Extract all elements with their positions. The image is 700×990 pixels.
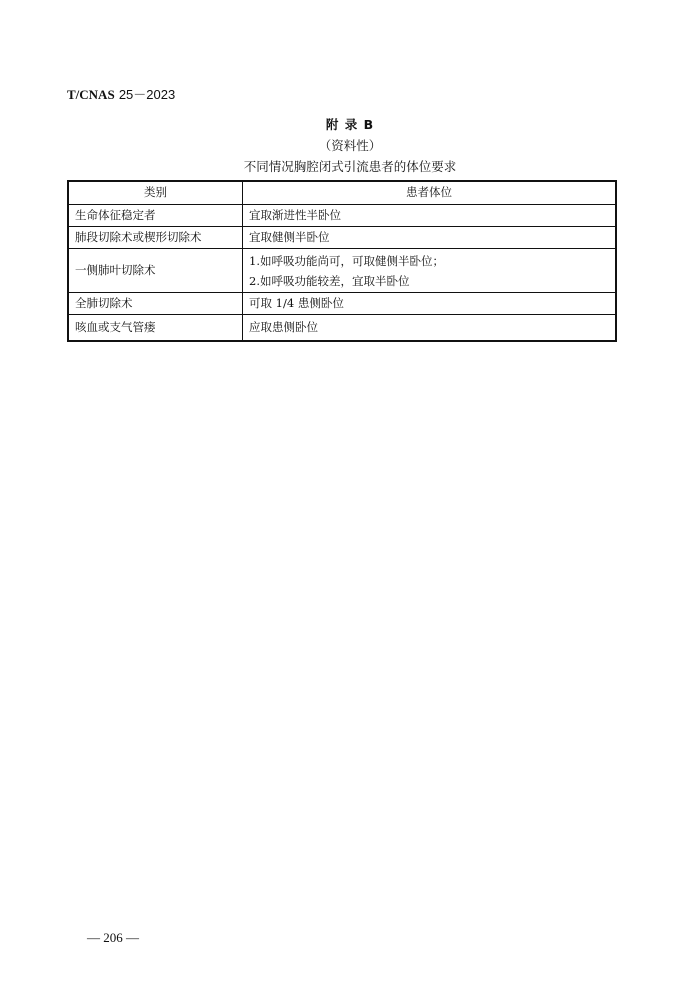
table-caption: 不同情况胸腔闭式引流患者的体位要求: [243, 159, 457, 174]
appendix-subtitle: （资料性）: [318, 138, 382, 153]
page-number: — 206 —: [87, 930, 139, 945]
position-cell: 宜取健侧半卧位: [243, 227, 617, 249]
appendix-title: 附 录 B: [325, 117, 375, 132]
category-cell: 一侧肺叶切除术: [68, 249, 243, 293]
category-cell: 咳血或支气管瘘: [68, 315, 243, 342]
position-line: 2.如呼吸功能较差，宜取半卧位: [249, 273, 410, 288]
column-header-position: 患者体位: [243, 181, 617, 205]
position-cell: 应取患侧卧位: [243, 315, 617, 342]
table-row: [68, 227, 616, 249]
table-row: [68, 205, 616, 227]
position-cell: 宜取渐进性半卧位: [243, 205, 617, 227]
column-header-category: 类别: [68, 181, 243, 205]
table-row: [68, 315, 616, 342]
category-cell: 生命体征稳定者: [68, 205, 243, 227]
standard-number-header: [67, 84, 175, 103]
standard-year: 25－2023: [118, 87, 176, 102]
standard-code: T/CNAS: [67, 87, 115, 102]
table-row: [68, 249, 616, 293]
position-line: 1.如呼吸功能尚可，可取健侧半卧位；: [249, 253, 444, 268]
category-cell: 全肺切除术: [68, 293, 243, 315]
position-cell: [243, 249, 617, 293]
table-row: [68, 293, 616, 315]
position-cell: 可取 1/4 患侧卧位: [243, 293, 617, 315]
category-cell: 肺段切除术或楔形切除术: [68, 227, 243, 249]
position-requirements-table: [67, 180, 617, 342]
table-header-row: [68, 181, 616, 205]
